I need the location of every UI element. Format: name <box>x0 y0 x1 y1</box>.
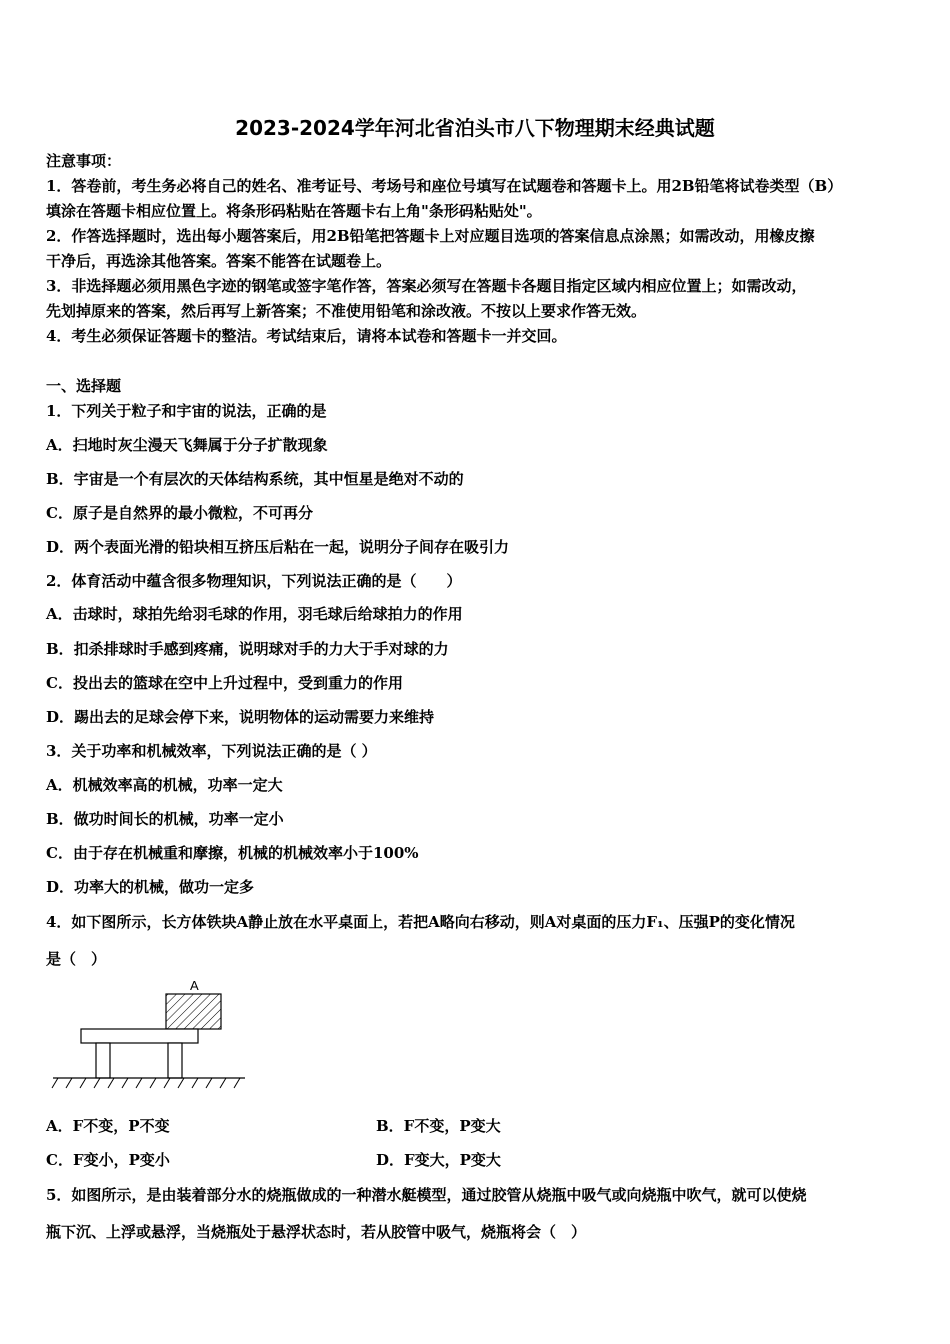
page-title: 2023-2024学年河北省泊头市八下物理期末经典试题 <box>235 116 715 140</box>
notice-line: 4．考生必须保证答题卡的整洁。考试结束后，请将本试卷和答题卡一并交回。 <box>46 327 567 345</box>
option: A．机械效率高的机械，功率一定大 <box>46 776 283 794</box>
question-stem-cont: 是（ ） <box>46 950 107 968</box>
notice-line: 干净后，再选涂其他答案。答案不能答在试题卷上。 <box>46 252 392 270</box>
option: A．F不变，P不变 <box>46 1117 170 1135</box>
question-stem: 4．如下图所示，长方体铁块A静止放在水平桌面上，若把A略向右移动，则A对桌面的压力F₁、压强P的变化情况 <box>46 913 795 931</box>
notice-heading: 注意事项： <box>46 152 122 170</box>
notice-line: 1．答卷前，考生务必将自己的姓名、准考证号、考场号和座位号填写在试题卷和答题卡上。用2B铅笔将试卷类型（B） <box>46 177 843 195</box>
notice-line: 2．作答选择题时，选出每小题答案后，用2B铅笔把答题卡上对应题目选项的答案信息点涂黑；如需改动，用橡皮擦 <box>46 227 815 245</box>
option: B．做功时间长的机械，功率一定小 <box>46 810 284 828</box>
ground-hatching <box>52 1078 240 1088</box>
notice-line: 填涂在答题卡相应位置上。将条形码粘贴在答题卡右上角"条形码粘贴处"。 <box>46 202 542 220</box>
option: A．击球时，球拍先给羽毛球的作用，羽毛球后给球拍力的作用 <box>46 605 463 623</box>
option: D．踢出去的足球会停下来，说明物体的运动需要力来维持 <box>46 708 435 726</box>
section-heading: 一、选择题 <box>46 377 122 395</box>
option: C．由于存在机械重和摩擦，机械的机械效率小于100% <box>46 844 419 862</box>
table-leg-left <box>96 1043 110 1078</box>
option: B．扣杀排球时手感到疼痛，说明球对手的力大于手对球的力 <box>46 640 449 658</box>
option: C．投出去的篮球在空中上升过程中，受到重力的作用 <box>46 674 403 692</box>
question-stem: 1．下列关于粒子和宇宙的说法，正确的是 <box>46 402 327 420</box>
notice-line: 3．非选择题必须用黑色字迹的钢笔或签字笔作答，答案必须写在答题卡各题目指定区域内相应位置上；如需改动， <box>46 277 807 295</box>
question-stem-cont: 瓶下沉、上浮或悬浮，当烧瓶处于悬浮状态时，若从胶管中吸气，烧瓶将会（ ） <box>46 1223 587 1241</box>
option: C．原子是自然界的最小微粒，不可再分 <box>46 504 313 522</box>
figure-diagram <box>48 978 253 1093</box>
table-leg-right <box>168 1043 182 1078</box>
option: A．扫地时灰尘漫天飞舞属于分子扩散现象 <box>46 436 328 454</box>
iron-block-a <box>166 994 221 1029</box>
option: C．F变小，P变小 <box>46 1151 170 1169</box>
question-stem: 3．关于功率和机械效率，下列说法正确的是（ ） <box>46 742 377 760</box>
table-top <box>81 1029 198 1043</box>
block-label: A <box>190 978 199 993</box>
table-block-figure <box>48 978 253 1097</box>
option: B．F不变，P变大 <box>376 1117 501 1135</box>
option: D．F变大，P变大 <box>376 1151 501 1169</box>
question-stem: 5．如图所示，是由装着部分水的烧瓶做成的一种潜水艇模型，通过胶管从烧瓶中吸气或向烧瓶中吹气，就可以使烧 <box>46 1186 807 1204</box>
option: B．宇宙是一个有层次的天体结构系统，其中恒星是绝对不动的 <box>46 470 464 488</box>
question-stem: 2．体育活动中蕴含很多物理知识，下列说法正确的是（ ） <box>46 572 462 590</box>
option: D．两个表面光滑的铅块相互挤压后粘在一起，说明分子间存在吸引力 <box>46 538 510 556</box>
option: D．功率大的机械，做功一定多 <box>46 878 255 896</box>
notice-line: 先划掉原来的答案，然后再写上新答案；不准使用铅笔和涂改液。不按以上要求作答无效。 <box>46 302 647 320</box>
